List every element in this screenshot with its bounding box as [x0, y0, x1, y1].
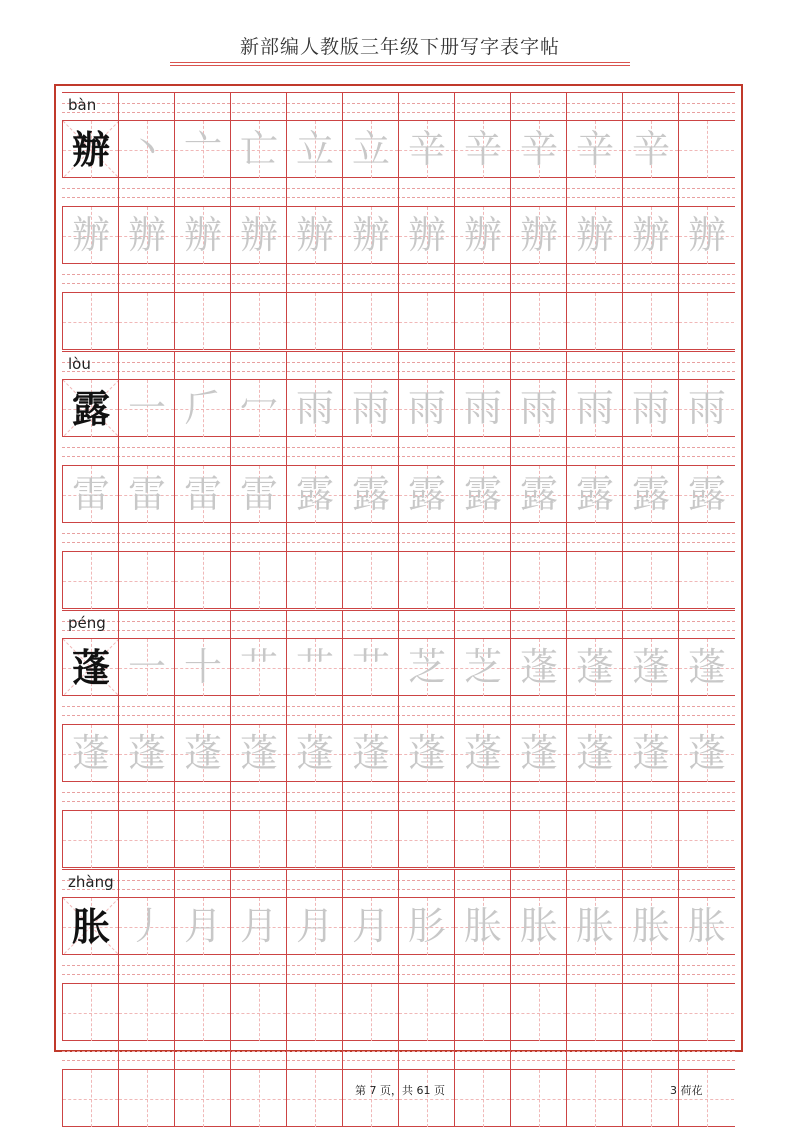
- tracing-character: 立: [351, 127, 390, 171]
- writing-cell: [342, 121, 398, 178]
- writing-cell: [342, 725, 398, 782]
- writing-cell: [622, 725, 678, 782]
- tracing-character: 辦: [351, 213, 390, 257]
- tracing-character: 雨: [575, 386, 614, 430]
- writing-cell: [286, 293, 342, 350]
- writing-cell: [230, 984, 286, 1041]
- tracing-character: 露: [519, 472, 558, 516]
- writing-cell: [286, 121, 342, 178]
- tracing-character: 雷: [183, 472, 222, 516]
- tracing-character: 蓬: [407, 731, 446, 775]
- writing-cell: [678, 466, 734, 523]
- pinyin-row: [62, 610, 735, 639]
- writing-row: [62, 1070, 735, 1127]
- writing-cell: [62, 466, 118, 523]
- tracing-character: 雨: [407, 386, 446, 430]
- writing-cell: [230, 121, 286, 178]
- writing-cell: [342, 898, 398, 955]
- writing-cell: [622, 1070, 678, 1127]
- pinyin-label: bàn: [68, 96, 97, 114]
- writing-cell: [230, 380, 286, 437]
- tracing-character: 丿: [127, 904, 166, 948]
- writing-cell: [454, 1070, 510, 1127]
- writing-cell: [566, 984, 622, 1041]
- lesson-label: 3 荷花: [670, 1084, 703, 1097]
- tracing-character: 蓬: [463, 731, 502, 775]
- writing-cell: [342, 811, 398, 868]
- writing-cell: [454, 380, 510, 437]
- pinyin-label: lòu: [68, 355, 91, 373]
- writing-cell: [174, 984, 230, 1041]
- writing-cell: [342, 1070, 398, 1127]
- tracing-character: 蓬: [687, 731, 726, 775]
- tracing-character: 胀: [519, 904, 558, 948]
- writing-row: [62, 639, 735, 696]
- writing-row: [62, 984, 735, 1041]
- writing-cell: [174, 552, 230, 609]
- writing-cell: [342, 293, 398, 350]
- writing-cell: [454, 639, 510, 696]
- writing-cell: [62, 207, 118, 264]
- writing-cell: [566, 811, 622, 868]
- writing-cell: [230, 466, 286, 523]
- writing-cell: [398, 1070, 454, 1127]
- tracing-character: 蓬: [687, 645, 726, 689]
- writing-cell: [622, 811, 678, 868]
- tracing-character: 艹: [351, 645, 390, 689]
- tracing-character: 胀: [575, 904, 614, 948]
- page-title: 新部编人教版三年级下册写字表字帖: [239, 36, 560, 58]
- pinyin-label: zhàng: [68, 873, 114, 891]
- writing-cell: [622, 466, 678, 523]
- tracing-character: 月: [183, 904, 222, 948]
- tracing-character: 辛: [519, 127, 558, 171]
- writing-cell: [174, 725, 230, 782]
- model-character: 胀: [71, 904, 110, 949]
- writing-cell: [566, 898, 622, 955]
- writing-cell: [286, 552, 342, 609]
- writing-cell: [118, 639, 174, 696]
- tracing-character: 丶: [127, 127, 166, 171]
- tracing-character: 露: [687, 472, 726, 516]
- writing-cell: [398, 121, 454, 178]
- writing-cell: [286, 466, 342, 523]
- tracing-character: 露: [351, 472, 390, 516]
- writing-cell: [510, 552, 566, 609]
- tracing-character: 蓬: [295, 731, 334, 775]
- writing-cell: [174, 293, 230, 350]
- tracing-character: 雷: [127, 472, 166, 516]
- tracing-character: 一: [127, 645, 166, 689]
- tracing-character: 雨: [687, 386, 726, 430]
- tracing-character: 雨: [351, 386, 390, 430]
- tracing-character: 胀: [463, 904, 502, 948]
- tracing-character: 露: [407, 472, 446, 516]
- writing-cell: [230, 725, 286, 782]
- character-section: [62, 92, 735, 351]
- tracing-character: 辛: [463, 127, 502, 171]
- writing-cell: [510, 207, 566, 264]
- writing-cell: [678, 639, 734, 696]
- pinyin-row: [62, 351, 735, 380]
- writing-cell: [678, 811, 734, 868]
- writing-cell: [398, 984, 454, 1041]
- writing-cell: [398, 898, 454, 955]
- tracing-character: 露: [575, 472, 614, 516]
- tracing-character: 辦: [463, 213, 502, 257]
- writing-cell: [678, 552, 734, 609]
- tracing-character: 辦: [407, 213, 446, 257]
- writing-cell: [118, 121, 174, 178]
- writing-cell: [398, 380, 454, 437]
- writing-cell: [678, 898, 734, 955]
- pinyin-guide-row: [62, 264, 735, 293]
- writing-cell: [622, 121, 678, 178]
- writing-cell: [454, 466, 510, 523]
- writing-row: [62, 121, 735, 178]
- pinyin-guide-row: [62, 782, 735, 811]
- tracing-character: 蓬: [183, 731, 222, 775]
- writing-cell: [510, 380, 566, 437]
- tracing-character: 月: [239, 904, 278, 948]
- tracing-character: 辦: [183, 213, 222, 257]
- writing-cell: [342, 552, 398, 609]
- pinyin-guide-row: [62, 437, 735, 466]
- writing-cell: [174, 121, 230, 178]
- pinyin-guide-row: [62, 955, 735, 984]
- tracing-character: 雨: [295, 386, 334, 430]
- writing-cell: [454, 293, 510, 350]
- writing-cell: [566, 380, 622, 437]
- writing-cell: [230, 898, 286, 955]
- writing-cell: [342, 639, 398, 696]
- writing-cell: [230, 207, 286, 264]
- tracing-character: 蓬: [575, 731, 614, 775]
- writing-cell: [286, 725, 342, 782]
- writing-cell: [118, 293, 174, 350]
- tracing-character: 芝: [463, 645, 502, 689]
- pinyin-guide-row: [62, 696, 735, 725]
- pinyin-row: [62, 869, 735, 898]
- tracing-character: 辦: [127, 213, 166, 257]
- writing-cell: [566, 121, 622, 178]
- tracing-character: 雨: [519, 386, 558, 430]
- model-character-cell: [62, 639, 118, 696]
- writing-cell: [566, 639, 622, 696]
- tracing-character: 辦: [295, 213, 334, 257]
- writing-cell: [62, 1070, 118, 1127]
- writing-row: [62, 207, 735, 264]
- tracing-character: 辦: [519, 213, 558, 257]
- tracing-character: 冖: [239, 386, 278, 430]
- writing-cell: [398, 293, 454, 350]
- writing-cell: [454, 207, 510, 264]
- model-character: 蓬: [71, 645, 110, 690]
- writing-cell: [118, 984, 174, 1041]
- title-underline-2: [170, 65, 630, 66]
- tracing-character: 露: [463, 472, 502, 516]
- writing-row: [62, 898, 735, 955]
- tracing-character: 亠: [183, 127, 222, 171]
- writing-cell: [174, 898, 230, 955]
- model-character: 露: [71, 386, 110, 431]
- writing-row: [62, 552, 735, 609]
- tracing-character: 雷: [71, 472, 110, 516]
- page-number: 第 7 页，共 61 页: [355, 1084, 445, 1097]
- writing-cell: [622, 293, 678, 350]
- writing-cell: [398, 639, 454, 696]
- writing-cell: [678, 1070, 734, 1127]
- writing-cell: [454, 725, 510, 782]
- writing-cell: [398, 466, 454, 523]
- pinyin-guide-row: [62, 1041, 735, 1070]
- writing-cell: [510, 725, 566, 782]
- tracing-character: 辦: [575, 213, 614, 257]
- writing-cell: [286, 984, 342, 1041]
- writing-cell: [454, 811, 510, 868]
- writing-cell: [510, 293, 566, 350]
- writing-cell: [398, 811, 454, 868]
- writing-cell: [398, 552, 454, 609]
- writing-cell: [62, 811, 118, 868]
- tracing-character: 十: [183, 645, 222, 689]
- writing-cell: [566, 466, 622, 523]
- writing-cell: [118, 811, 174, 868]
- writing-cell: [622, 984, 678, 1041]
- model-character: 辦: [71, 127, 110, 172]
- tracing-character: 蓬: [71, 731, 110, 775]
- tracing-character: 辛: [407, 127, 446, 171]
- writing-row: [62, 466, 735, 523]
- writing-cell: [678, 121, 734, 178]
- writing-cell: [118, 898, 174, 955]
- writing-cell: [230, 293, 286, 350]
- writing-cell: [174, 811, 230, 868]
- title-underline: [170, 62, 630, 63]
- pinyin-label: péng: [68, 614, 106, 632]
- tracing-character: 辛: [575, 127, 614, 171]
- character-section: [62, 610, 735, 869]
- tracing-character: 蓬: [519, 731, 558, 775]
- writing-cell: [118, 1070, 174, 1127]
- pinyin-guide-row: [62, 523, 735, 552]
- model-character-cell: [62, 898, 118, 955]
- writing-cell: [62, 552, 118, 609]
- writing-cell: [342, 466, 398, 523]
- writing-cell: [398, 725, 454, 782]
- tracing-character: 辛: [631, 127, 670, 171]
- writing-cell: [622, 380, 678, 437]
- tracing-character: 辦: [687, 213, 726, 257]
- writing-cell: [510, 466, 566, 523]
- writing-cell: [678, 725, 734, 782]
- writing-cell: [510, 984, 566, 1041]
- writing-cell: [174, 1070, 230, 1127]
- writing-cell: [622, 639, 678, 696]
- tracing-character: 𠂆: [183, 386, 222, 430]
- practice-grid: [62, 92, 735, 1044]
- writing-cell: [174, 466, 230, 523]
- writing-cell: [678, 207, 734, 264]
- writing-cell: [510, 121, 566, 178]
- writing-cell: [566, 207, 622, 264]
- writing-cell: [510, 898, 566, 955]
- writing-cell: [62, 293, 118, 350]
- writing-cell: [230, 639, 286, 696]
- writing-cell: [118, 207, 174, 264]
- tracing-character: 艹: [239, 645, 278, 689]
- tracing-character: 芝: [407, 645, 446, 689]
- writing-cell: [118, 380, 174, 437]
- tracing-character: 胀: [687, 904, 726, 948]
- writing-cell: [342, 207, 398, 264]
- writing-cell: [566, 1070, 622, 1127]
- tracing-character: 月: [351, 904, 390, 948]
- writing-cell: [566, 725, 622, 782]
- character-section: [62, 351, 735, 610]
- tracing-character: 艹: [295, 645, 334, 689]
- tracing-character: 蓬: [631, 645, 670, 689]
- writing-cell: [230, 552, 286, 609]
- writing-cell: [230, 1070, 286, 1127]
- writing-cell: [174, 380, 230, 437]
- tracing-character: 蓬: [351, 731, 390, 775]
- tracing-character: 辦: [631, 213, 670, 257]
- writing-row: [62, 380, 735, 437]
- writing-cell: [118, 552, 174, 609]
- writing-cell: [62, 725, 118, 782]
- writing-cell: [342, 984, 398, 1041]
- writing-cell: [566, 552, 622, 609]
- writing-cell: [622, 207, 678, 264]
- writing-cell: [622, 552, 678, 609]
- writing-cell: [174, 207, 230, 264]
- writing-cell: [510, 1070, 566, 1127]
- tracing-character: 月: [295, 904, 334, 948]
- writing-cell: [286, 380, 342, 437]
- writing-cell: [286, 811, 342, 868]
- writing-cell: [118, 466, 174, 523]
- pinyin-guide-row: [62, 178, 735, 207]
- writing-cell: [510, 639, 566, 696]
- writing-cell: [398, 207, 454, 264]
- writing-cell: [678, 380, 734, 437]
- writing-cell: [230, 811, 286, 868]
- tracing-character: 亡: [239, 127, 278, 171]
- writing-cell: [286, 898, 342, 955]
- writing-cell: [566, 293, 622, 350]
- writing-cell: [118, 725, 174, 782]
- tracing-character: 雨: [463, 386, 502, 430]
- tracing-character: 露: [631, 472, 670, 516]
- writing-cell: [454, 121, 510, 178]
- writing-row: [62, 811, 735, 868]
- writing-cell: [510, 811, 566, 868]
- tracing-character: 露: [295, 472, 334, 516]
- model-character-cell: [62, 121, 118, 178]
- writing-cell: [174, 639, 230, 696]
- tracing-character: 蓬: [519, 645, 558, 689]
- writing-cell: [454, 898, 510, 955]
- tracing-character: 蓬: [127, 731, 166, 775]
- tracing-character: 肜: [407, 904, 446, 948]
- tracing-character: 辦: [71, 213, 110, 257]
- tracing-character: 一: [127, 386, 166, 430]
- tracing-character: 辦: [239, 213, 278, 257]
- writing-cell: [286, 639, 342, 696]
- writing-cell: [286, 1070, 342, 1127]
- tracing-character: 立: [295, 127, 334, 171]
- tracing-character: 蓬: [575, 645, 614, 689]
- writing-cell: [678, 293, 734, 350]
- writing-cell: [286, 207, 342, 264]
- tracing-character: 胀: [631, 904, 670, 948]
- tracing-character: 雨: [631, 386, 670, 430]
- writing-cell: [62, 984, 118, 1041]
- tracing-character: 雷: [239, 472, 278, 516]
- writing-cell: [454, 552, 510, 609]
- tracing-character: 蓬: [239, 731, 278, 775]
- writing-row: [62, 293, 735, 350]
- writing-cell: [678, 984, 734, 1041]
- writing-cell: [454, 984, 510, 1041]
- writing-cell: [622, 898, 678, 955]
- writing-cell: [342, 380, 398, 437]
- writing-row: [62, 725, 735, 782]
- pinyin-row: [62, 92, 735, 121]
- model-character-cell: [62, 380, 118, 437]
- tracing-character: 蓬: [631, 731, 670, 775]
